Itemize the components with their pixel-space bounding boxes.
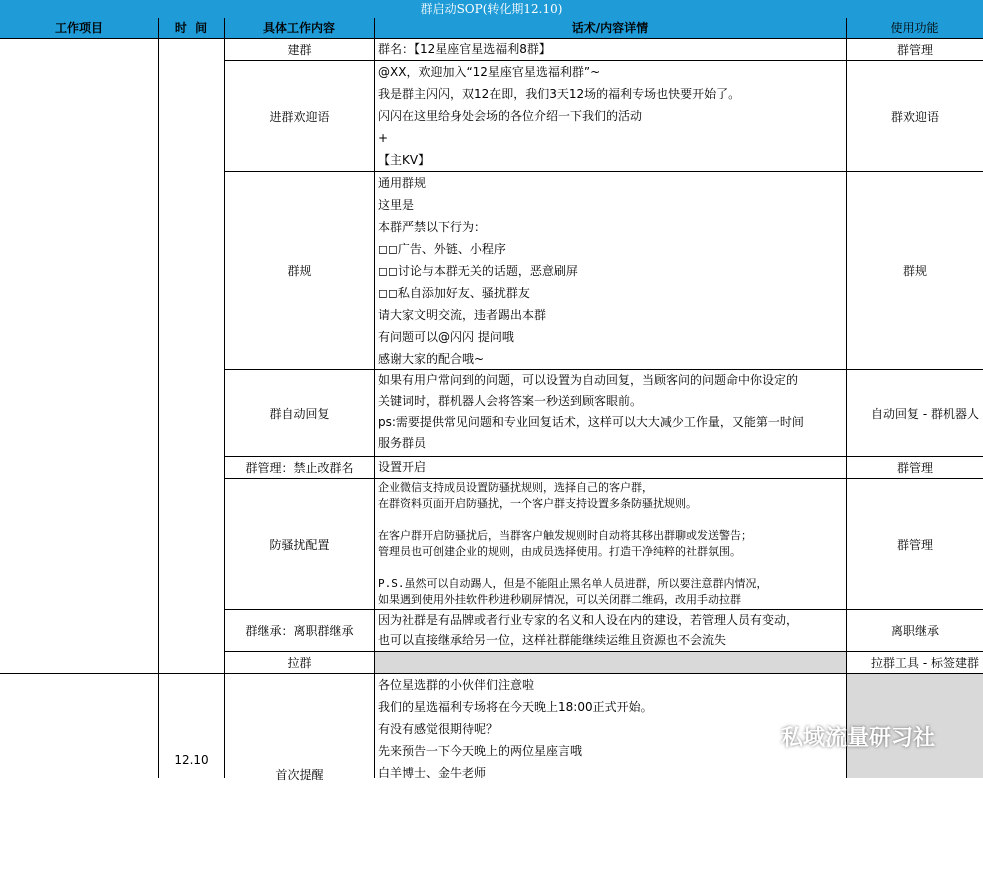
usage-cell: 群管理	[896, 43, 933, 57]
empty-gray-cell	[375, 652, 846, 673]
header-project: 工作项目	[54, 21, 103, 35]
usage-cell: 拉群工具 - 标签建群	[871, 656, 979, 670]
task-cell: 拉群	[287, 656, 312, 670]
header-time: 时 间	[174, 21, 208, 35]
header-usage: 使用功能	[890, 21, 939, 35]
detail-cell: 如果有用户常问到的问题，可以设置为自动回复，当顾客问的问题命中你设定的 关键词时，群机器人会将答案一秒送到顾客眼前。 ps:需要提供常见问题和专业回复话术，这样可以大大减少工作量，又能第一时间 服务群员	[378, 373, 804, 450]
watermark-text: 私域流量研习社	[781, 725, 936, 751]
task-cell: 群自动回复	[269, 406, 330, 421]
task-cell: 首次提醒	[275, 767, 324, 782]
detail-cell: 设置开启	[378, 460, 427, 474]
task-cell: 进群欢迎语	[269, 109, 330, 124]
wechat-icon	[745, 723, 775, 749]
table-header	[0, 18, 983, 39]
task-cell: 防骚扰配置	[269, 537, 330, 552]
sheet-title: 群启动SOP(转化期12.10)	[0, 0, 983, 18]
header-detail: 话术/内容详情	[571, 21, 649, 35]
detail-cell: 通用群规 这里是 本群严禁以下行为： ◻◻广告、外链、小程序 ◻◻讨论与本群无关的话题，恶意刷屏 ◻◻私自添加好友、骚扰群友 请大家文明交流，违者踢出本群 有问题可以@闪闪 提问哦 感谢大家的配合哦~	[378, 176, 578, 366]
detail-cell: 企业微信支持成员设置防骚扰规则，选择自己的客户群， 在群资料页面开启防骚扰，一个客户群支持设置多条防骚扰规则。 在客户群开启防骚扰后，当群客户触发规则时自动将其移出群聊或发送警告； 管理员也可创建企业的规则，由成员选择使用。打造干净纯粹的社群氛围。 P.S.虽然可以自动踢人，但是不能阻止黑名单人员进群，所以要注意群内情况， 如果遇到使用外挂软件秒进秒刷屏情况，可以关闭群二维码，改用手动拉群	[378, 481, 768, 606]
task-cell: 群继承：离职群继承	[245, 624, 354, 638]
usage-cell: 群规	[902, 264, 927, 278]
task-cell: 群规	[287, 264, 312, 278]
usage-cell: 群管理	[896, 537, 933, 552]
usage-cell: 群欢迎语	[890, 109, 939, 124]
detail-cell: @XX，欢迎加入“12星座官星选福利群”~ 我是群主闪闪，双12在即，我们3天12场的福利专场也快要开始了。 闪闪在这里给身处会场的各位介绍一下我们的活动 + 【主KV】	[378, 65, 741, 167]
usage-cell: 自动回复 - 群机器人	[871, 406, 979, 421]
header-task: 具体工作内容	[262, 21, 335, 35]
detail-cell: 各位星选群的小伙伴们注意啦 我们的星选福利专场将在今天晚上18:00正式开始。 有没有感觉很期待呢？ 先来预告一下今天晚上的两位星座言哦 白羊博士、金牛老师	[378, 678, 653, 778]
time-cell: 12.10	[174, 753, 209, 767]
watermark	[745, 718, 935, 754]
usage-cell: 离职继承	[890, 624, 939, 638]
detail-cell: 因为社群是有品牌或者行业专家的名义和人设在内的建设，若管理人员有变动， 也可以直接继承给另一位，这样社群能继续运维且资源也不会流失	[378, 613, 799, 647]
grid-line	[158, 18, 159, 778]
task-cell: 建群	[287, 43, 312, 57]
task-cell: 群管理：禁止改群名	[245, 461, 354, 475]
detail-cell: 群名：【12星座官星选福利8群】	[378, 42, 551, 56]
usage-cell: 群管理	[896, 461, 933, 475]
